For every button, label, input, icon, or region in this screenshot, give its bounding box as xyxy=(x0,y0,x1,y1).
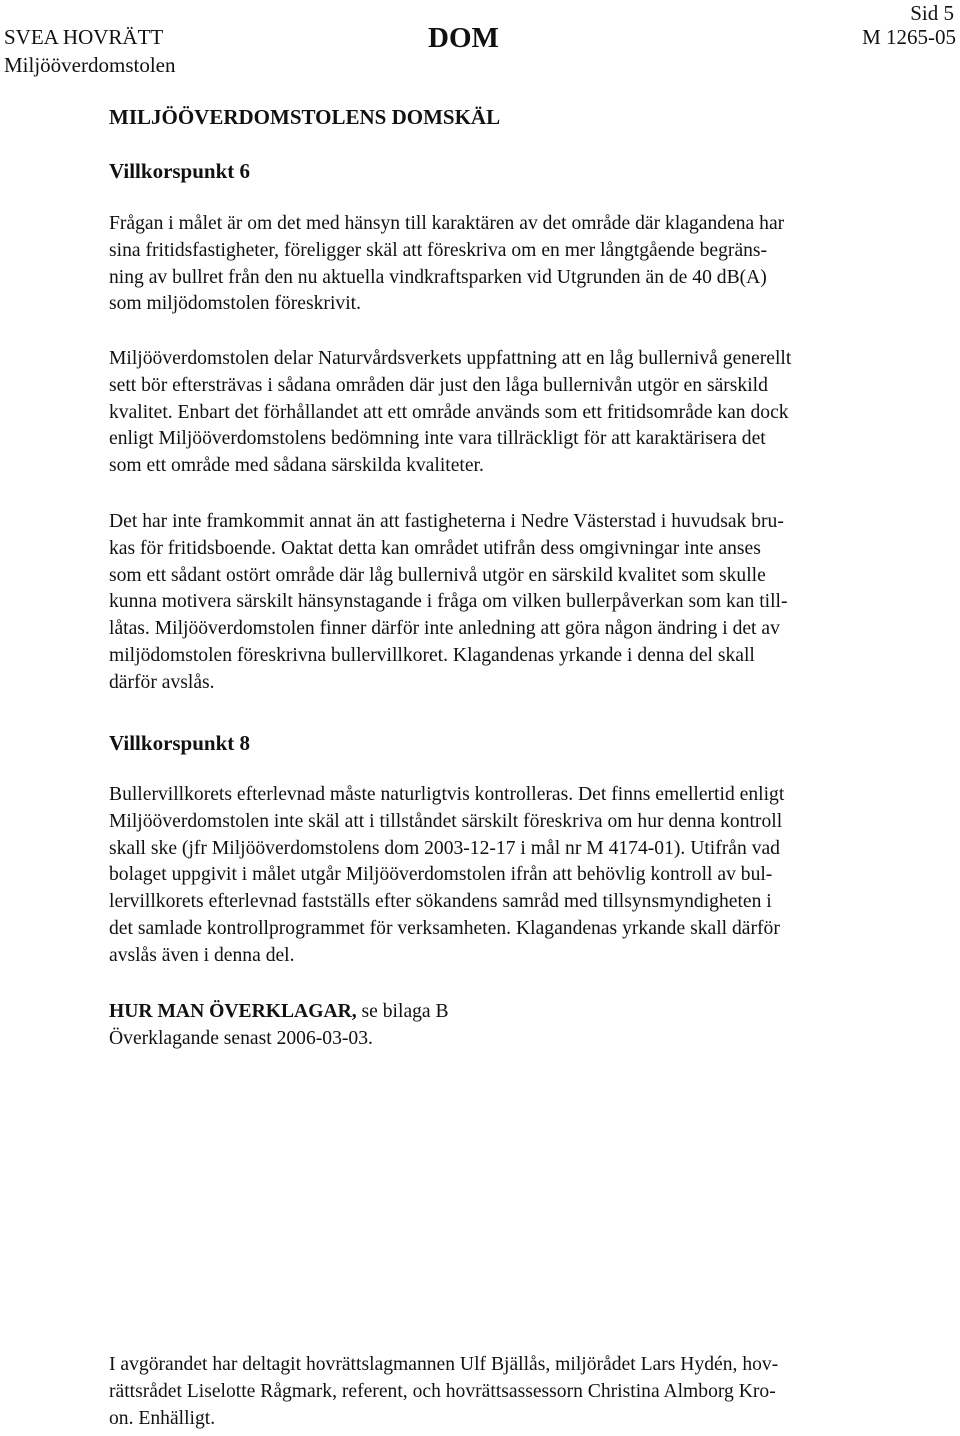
appeal-title: HUR MAN ÖVERKLAGAR, xyxy=(109,1001,357,1022)
section-title: MILJÖÖVERDOMSTOLENS DOMSKÄL xyxy=(109,105,501,129)
paragraph-8-1 xyxy=(109,782,929,970)
text-line: lervillkorets efterlevnad fastställs efter sökandens samråd med tillsynsmyndigheten i xyxy=(109,891,772,913)
text-line: det samlade kontrollprogrammet för verksamheten. Klagandenas yrkande skall därför xyxy=(109,917,780,939)
text-line: Miljööverdomstolen delar Naturvårdsverkets uppfattning att en låg bullernivå generellt xyxy=(109,348,792,369)
paragraph-6-2 xyxy=(109,346,929,480)
text-line: bolaget uppgivit i målet utgår Miljööverdomstolen ifrån att behövlig kontroll av bul- xyxy=(109,864,773,886)
text-line: Miljööverdomstolen inte skäl att i tillståndet särskilt föreskriva om hur denna kontroll xyxy=(109,810,783,832)
paragraph-6-3 xyxy=(109,509,929,697)
text-line: därför avslås. xyxy=(109,671,215,693)
text-line: som ett område med sådana särskilda kvaliteter. xyxy=(109,455,484,477)
text-line: rättsrådet Liselotte Rågmark, referent, och hovrättsassessorn Christina Almborg Kro- xyxy=(109,1380,776,1402)
paragraph-6-1 xyxy=(109,211,929,318)
text-line: som miljödomstolen föreskrivit. xyxy=(109,293,361,315)
document-type: DOM xyxy=(428,22,499,54)
case-number: M 1265-05 xyxy=(862,25,956,49)
text-line: Frågan i målet är om det med hänsyn till karaktären av det område där klagandena har xyxy=(109,213,785,234)
text-line: Bullervillkorets efterlevnad måste naturligtvis kontrolleras. Det finns emellertid enligt xyxy=(109,784,785,805)
subsection-heading-8: Villkorspunkt 8 xyxy=(109,731,251,755)
page-number: Sid 5 xyxy=(910,1,954,25)
text-line: I avgörandet har deltagit hovrättslagmannen Ulf Bjällås, miljörådet Lars Hydén, hov- xyxy=(109,1354,779,1375)
footer-participants xyxy=(109,1352,929,1432)
text-line: sett bör eftersträvas i sådana områden där just den låga bullernivån utgör en särskild xyxy=(109,374,768,396)
appeal-line xyxy=(109,999,929,1026)
text-line: kunna motivera särskilt hänsynstagande i fråga om vilken bullerpåverkan som kan till- xyxy=(109,591,788,613)
text-line: on. Enhälligt. xyxy=(109,1407,216,1429)
text-line: enligt Miljööverdomstolens bedömning inte vara tillräckligt för att karaktärisera det xyxy=(109,428,766,450)
appeal-reference: se bilaga B xyxy=(356,1001,449,1022)
court-name: SVEA HOVRÄTT xyxy=(4,25,164,49)
text-line: ning av bullret från den nu aktuella vindkraftsparken vid Utgrunden än de 40 dB(A) xyxy=(109,266,767,288)
text-line: skall ske (jfr Miljööverdomstolens dom 2003-12-17 i mål nr M 4174-01). Utifrån vad xyxy=(109,837,780,859)
text-line: kas för fritidsboende. Oaktat detta kan området utifrån dess omgivningar inte anses xyxy=(109,537,761,559)
text-line: som ett sådant ostört område där låg bullernivå utgör en särskild kvalitet som skulle xyxy=(109,564,766,586)
court-unit: Miljööverdomstolen xyxy=(4,53,176,77)
text-line: kvalitet. Enbart det förhållandet att ett område används som ett fritidsområde kan dock xyxy=(109,401,789,423)
appeal-info xyxy=(109,999,929,1053)
text-line: Det har inte framkommit annat än att fastigheterna i Nedre Västerstad i huvudsak bru- xyxy=(109,511,784,532)
text-line: miljödomstolen föreskrivna bullervillkoret. Klagandenas yrkande i denna del skall xyxy=(109,644,755,666)
text-line: låtas. Miljööverdomstolen finner därför inte anledning att göra någon ändring i det av xyxy=(109,618,780,640)
subsection-heading-6: Villkorspunkt 6 xyxy=(109,159,251,183)
text-line: avslås även i denna del. xyxy=(109,944,295,966)
appeal-deadline: Överklagande senast 2006-03-03. xyxy=(109,1027,373,1049)
text-line: sina fritidsfastigheter, föreligger skäl att föreskriva om en mer långtgående begräns- xyxy=(109,239,768,261)
